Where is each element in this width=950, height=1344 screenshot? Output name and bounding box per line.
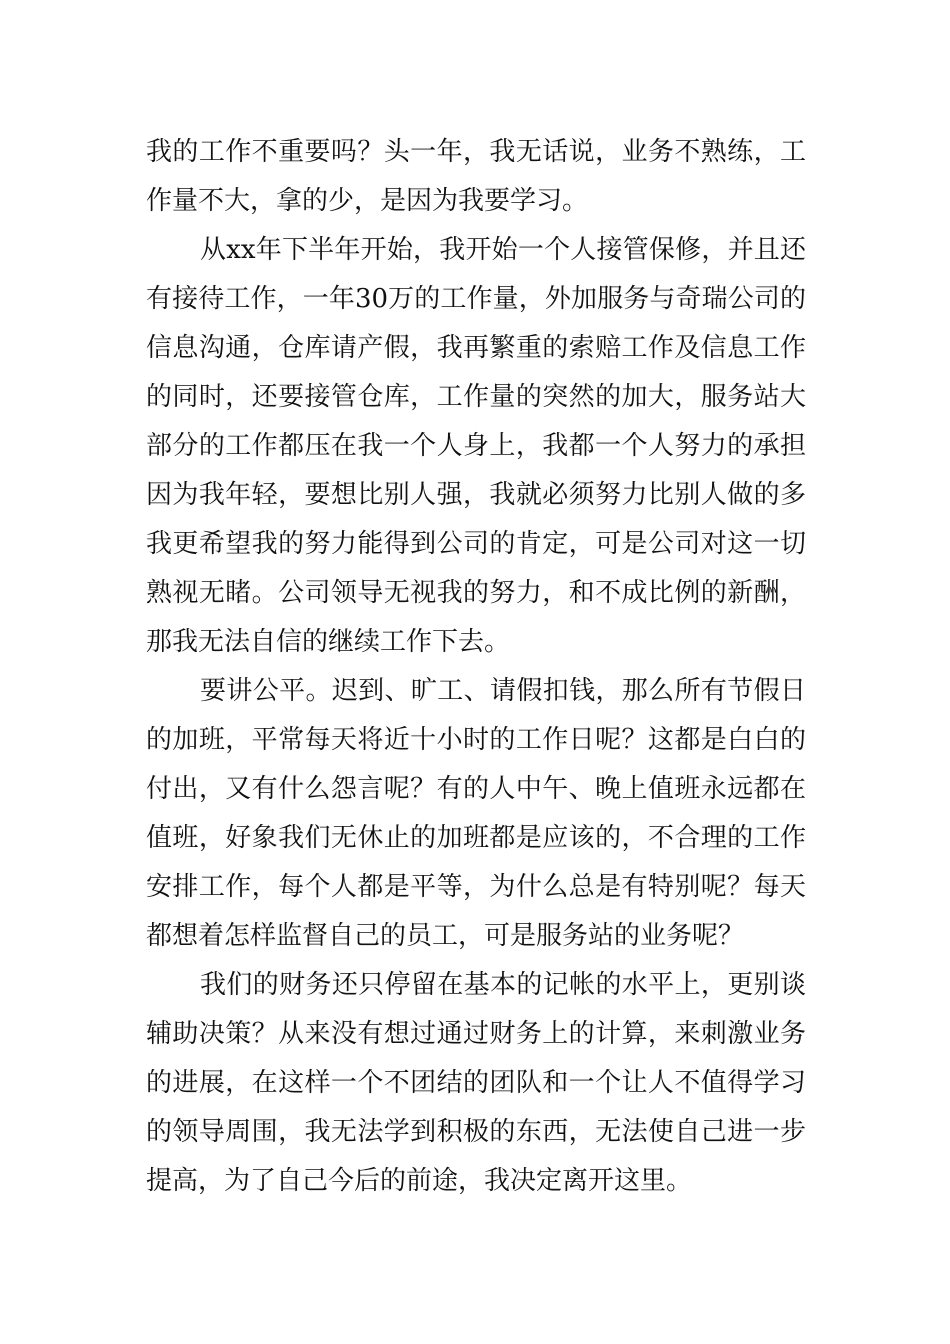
text-line: 我的工作不重要吗？头一年，我无话说，业务不熟练，工 (146, 137, 806, 167)
text-line: 辅助决策？从来没有想过通过财务上的计算，来刺激业务 (146, 1019, 806, 1049)
text-line: 的同时，还要接管仓库，工作量的突然的加大，服务站大 (146, 382, 806, 412)
text-line: 提高，为了自己今后的前途，我决定离开这里。 (146, 1166, 693, 1196)
text-line: 因为我年轻，要想比别人强，我就必须努力比别人做的多 (146, 480, 806, 510)
text-line: 我们的财务还只停留在基本的记帐的水平上，更别谈 (200, 970, 806, 1000)
text-line: 熟视无睹。公司领导无视我的努力，和不成比例的新酬， (146, 578, 806, 608)
text-line: 的进展，在这样一个不团结的团队和一个让人不值得学习 (146, 1068, 806, 1098)
text-line: 安排工作，每个人都是平等，为什么总是有特别呢？每天 (146, 872, 806, 902)
text-line: 都想着怎样监督自己的员工，可是服务站的业务呢？ (146, 921, 745, 951)
text-line: 的领导周围，我无法学到积极的东西，无法使自己进一步 (146, 1117, 806, 1147)
text-line: 值班，好象我们无休止的加班都是应该的，不合理的工作 (146, 823, 806, 853)
document-body (146, 128, 806, 1206)
text-line: 的加班，平常每天将近十小时的工作日呢？这都是白白的 (146, 725, 806, 755)
text-line: 我更希望我的努力能得到公司的肯定，可是公司对这一切 (146, 529, 806, 559)
text-line: 信息沟通，仓库请产假，我再繁重的索赔工作及信息工作 (146, 333, 806, 363)
text-line: 作量不大，拿的少，是因为我要学习。 (146, 186, 589, 216)
text-line: 那我无法自信的继续工作下去。 (146, 627, 511, 657)
text-line: 有接待工作，一年30万的工作量，外加服务与奇瑞公司的 (146, 284, 806, 314)
text-line: 付出，又有什么怨言呢？有的人中午、晚上值班永远都在 (146, 774, 806, 804)
text-line: 要讲公平。迟到、旷工、请假扣钱，那么所有节假日 (200, 676, 806, 706)
text-line: 部分的工作都压在我一个人身上，我都一个人努力的承担 (146, 431, 806, 461)
text-line: 从xx年下半年开始，我开始一个人接管保修，并且还 (200, 235, 806, 265)
